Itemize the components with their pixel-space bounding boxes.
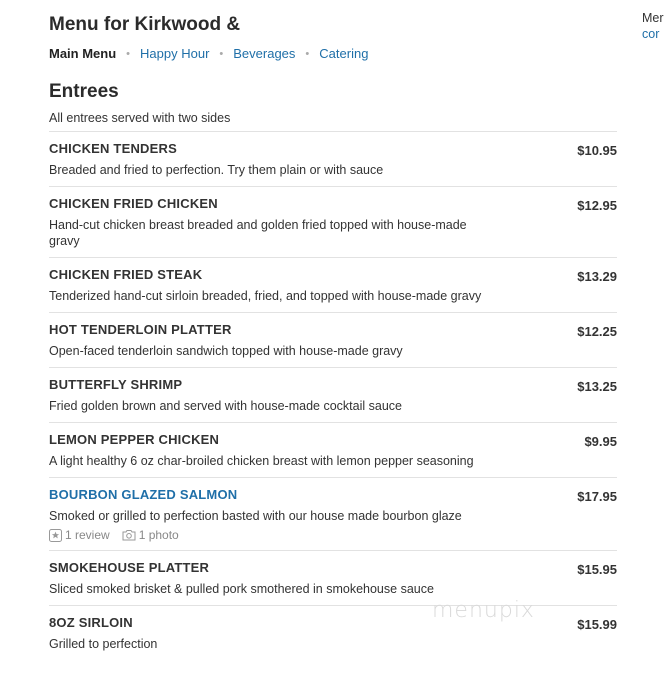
menu-item [49, 257, 617, 312]
item-price: $12.25 [577, 324, 617, 339]
nav-beverages[interactable]: Beverages [233, 46, 296, 61]
review-count: 1 review [65, 528, 110, 542]
side-panel-heading: Mer [642, 11, 664, 25]
item-name-link[interactable]: BOURBON GLAZED SALMON [49, 487, 238, 502]
item-price: $12.95 [577, 198, 617, 213]
item-description: Breaded and fried to perfection. Try them plain or with sauce [49, 163, 384, 177]
menu-item [49, 312, 617, 367]
item-price: $13.25 [577, 379, 617, 394]
item-name: BUTTERFLY SHRIMP [49, 377, 183, 392]
menu-item [49, 477, 617, 550]
side-panel-link[interactable]: cor [642, 27, 660, 41]
menu-items-list [49, 131, 617, 660]
item-name: LEMON PEPPER CHICKEN [49, 432, 220, 447]
menu-item [49, 550, 617, 605]
item-name: CHICKEN FRIED CHICKEN [49, 196, 218, 211]
item-price: $13.29 [577, 269, 617, 284]
nav-separator: • [305, 47, 310, 60]
menupix-watermark: menupix [432, 598, 535, 623]
menu-item [49, 422, 617, 477]
menu-item [49, 186, 617, 257]
section-subtitle: All entrees served with two sides [49, 111, 231, 125]
menu-item [49, 367, 617, 422]
item-price: $9.95 [584, 434, 617, 449]
item-price: $17.95 [577, 489, 617, 504]
menu-item [49, 131, 617, 186]
nav-catering[interactable]: Catering [319, 46, 369, 61]
item-price: $10.95 [577, 143, 617, 158]
review-link[interactable] [49, 528, 110, 542]
review-star-icon [49, 529, 62, 542]
photo-link[interactable] [122, 528, 179, 542]
nav-separator: • [126, 47, 131, 60]
menu-nav [49, 46, 368, 61]
nav-happy-hour[interactable]: Happy Hour [140, 46, 210, 61]
item-name: CHICKEN FRIED STEAK [49, 267, 203, 282]
nav-main-menu: Main Menu [49, 46, 117, 61]
item-price: $15.95 [577, 562, 617, 577]
photo-count: 1 photo [138, 528, 179, 542]
item-name: HOT TENDERLOIN PLATTER [49, 322, 232, 337]
item-description: Hand-cut chicken breast breaded and golden fried topped with house-made gravy [49, 218, 467, 248]
section-title: Entrees [49, 81, 119, 102]
item-description: Tenderized hand-cut sirloin breaded, fried, and topped with house-made gravy [49, 289, 482, 303]
camera-icon [122, 529, 136, 541]
item-name: 8OZ SIRLOIN [49, 615, 133, 630]
page-title: Menu for Kirkwood & [49, 14, 241, 35]
item-description: Sliced smoked brisket & pulled pork smothered in smokehouse sauce [49, 582, 434, 596]
item-name: SMOKEHOUSE PLATTER [49, 560, 210, 575]
item-name: CHICKEN TENDERS [49, 141, 177, 156]
nav-separator: • [219, 47, 224, 60]
item-description: Fried golden brown and served with house-made cocktail sauce [49, 399, 402, 413]
item-description: Smoked or grilled to perfection basted with our house made bourbon glaze [49, 509, 462, 523]
item-description: Open-faced tenderloin sandwich topped with house-made gravy [49, 344, 403, 358]
side-panel [642, 10, 664, 42]
item-description: Grilled to perfection [49, 637, 158, 651]
item-price: $15.99 [577, 617, 617, 632]
item-meta [49, 528, 617, 542]
item-description: A light healthy 6 oz char-broiled chicken breast with lemon pepper seasoning [49, 454, 474, 468]
